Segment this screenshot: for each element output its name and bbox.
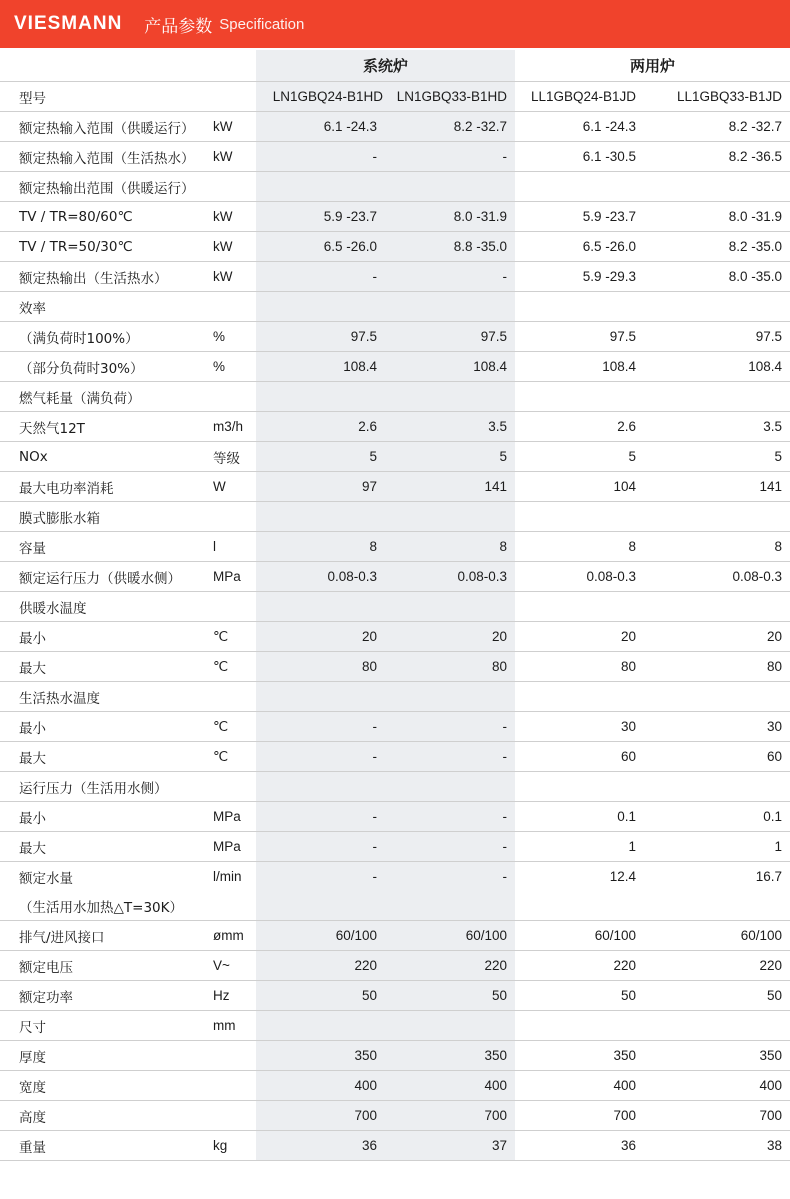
row-value-col4: 8.2 -32.7 (644, 112, 790, 142)
row-value-col3: 8 (515, 532, 644, 562)
row-value-col2: 141 (385, 472, 515, 502)
row-value-col2 (385, 292, 515, 322)
row-value-col3: 6.1 -30.5 (515, 142, 644, 172)
row-value-col4 (644, 772, 790, 802)
row-value-col2: - (385, 802, 515, 832)
table-row (0, 981, 790, 1011)
row-label: 燃气耗量（满负荷） (0, 382, 210, 412)
row-value-col3: 2.6 (515, 412, 644, 442)
row-value-col4 (644, 592, 790, 622)
table-row (0, 532, 790, 562)
spec-table (0, 50, 790, 1161)
row-value-col2: 220 (385, 951, 515, 981)
table-row (0, 951, 790, 981)
row-value-col1: - (256, 142, 385, 172)
row-label: 膜式膨胀水箱 (0, 502, 210, 532)
row-unit (210, 82, 256, 112)
row-value-col4: 8.0 -35.0 (644, 262, 790, 292)
row-value-col4: 141 (644, 472, 790, 502)
row-value-col2: - (385, 862, 515, 892)
row-unit (210, 772, 256, 802)
row-value-col4: 108.4 (644, 352, 790, 382)
row-value-col4: 5 (644, 442, 790, 472)
row-label: 额定热输出（生活热水） (0, 262, 210, 292)
row-unit: % (210, 352, 256, 382)
row-unit: mm (210, 1011, 256, 1041)
table-row (0, 592, 790, 622)
row-unit (210, 292, 256, 322)
row-value-col2: 700 (385, 1101, 515, 1131)
row-unit (210, 891, 256, 921)
row-value-col1: 50 (256, 981, 385, 1011)
row-value-col4 (644, 682, 790, 712)
row-label: 供暖水温度 (0, 592, 210, 622)
row-label: 型号 (0, 82, 210, 112)
row-unit: kg (210, 1131, 256, 1161)
row-value-col4 (644, 891, 790, 921)
row-unit: ℃ (210, 652, 256, 682)
row-value-col2: - (385, 142, 515, 172)
row-value-col3: 20 (515, 622, 644, 652)
row-value-col3: 60 (515, 742, 644, 772)
row-value-col2: 37 (385, 1131, 515, 1161)
row-label: TV / TR=80/60℃ (0, 202, 210, 232)
row-value-col1: - (256, 262, 385, 292)
row-value-col3 (515, 292, 644, 322)
row-unit (210, 1101, 256, 1131)
row-value-col4: 60 (644, 742, 790, 772)
row-value-col2: 3.5 (385, 412, 515, 442)
row-value-col2 (385, 682, 515, 712)
row-unit: ℃ (210, 622, 256, 652)
row-value-col2 (385, 382, 515, 412)
row-label: 最大电功率消耗 (0, 472, 210, 502)
row-value-col1 (256, 172, 385, 202)
header-blank (210, 50, 256, 82)
row-value-col1: LN1GBQ24-B1HD (256, 82, 385, 112)
table-row (0, 352, 790, 382)
row-value-col3: 0.1 (515, 802, 644, 832)
row-label: 效率 (0, 292, 210, 322)
row-value-col3: 97.5 (515, 322, 644, 352)
table-row (0, 232, 790, 262)
table-row (0, 802, 790, 832)
row-value-col1 (256, 502, 385, 532)
row-value-col4: 16.7 (755, 869, 783, 884)
row-label: 尺寸 (0, 1011, 210, 1041)
row-label: 排气/进风接口 (0, 921, 210, 951)
table-row (0, 682, 790, 712)
row-unit: W (210, 472, 256, 502)
row-unit: ℃ (210, 742, 256, 772)
row-value-col1 (256, 382, 385, 412)
row-unit (210, 1071, 256, 1101)
row-value-col2 (385, 891, 515, 921)
row-unit: ℃ (210, 712, 256, 742)
row-value-col1: 97 (256, 472, 385, 502)
row-label: 高度 (0, 1101, 210, 1131)
row-value-col2: - (385, 742, 515, 772)
row-value-col1: 5.9 -23.7 (256, 202, 385, 232)
table-row (0, 412, 790, 442)
row-value-col2 (385, 1011, 515, 1041)
row-value-col4: 38 (644, 1131, 790, 1161)
row-value-col1: 220 (256, 951, 385, 981)
row-unit (210, 1041, 256, 1071)
row-value-col3: LL1GBQ24-B1JD (515, 82, 644, 112)
row-value-col4 (644, 382, 790, 412)
row-value-col2: 80 (385, 652, 515, 682)
row-label: 运行压力（生活用水侧） (0, 772, 210, 802)
row-value-col4: 350 (644, 1041, 790, 1071)
row-value-col3: 80 (515, 652, 644, 682)
row-value-col3: 60/100 (515, 921, 644, 951)
row-value-col3: 700 (515, 1101, 644, 1131)
row-value-col1: 80 (256, 652, 385, 682)
table-row (0, 1101, 790, 1131)
row-unit: MPa (210, 562, 256, 592)
row-label: 额定运行压力（供暖水侧） (0, 562, 210, 592)
page-header (0, 0, 790, 48)
row-unit: MPa (210, 832, 256, 862)
table-row (0, 502, 790, 532)
row-value-col2: 8.2 -32.7 (385, 112, 515, 142)
row-value-col3: 108.4 (515, 352, 644, 382)
row-value-col4 (644, 172, 790, 202)
row-value-col3: 12.4 (609, 869, 637, 884)
row-value-col3: 5.9 -29.3 (515, 262, 644, 292)
row-label: 天然气12T (0, 412, 210, 442)
row-value-col3: 0.08-0.3 (515, 562, 644, 592)
table-row (0, 382, 790, 412)
row-value-col1 (256, 1011, 385, 1041)
row-label: 容量 (0, 532, 210, 562)
row-value-col2: 50 (385, 981, 515, 1011)
row-value-col4: 0.08-0.3 (644, 562, 790, 592)
row-value-col3 (515, 891, 644, 921)
row-unit (210, 172, 256, 202)
row-value-col3: 5.9 -23.7 (515, 202, 644, 232)
row-value-col2: 97.5 (385, 322, 515, 352)
row-unit: V~ (210, 951, 256, 981)
row-label: 重量 (0, 1131, 210, 1161)
row-unit: Hz (210, 981, 256, 1011)
row-value-col1: 6.1 -24.3 (256, 112, 385, 142)
row-unit: l/min (213, 869, 242, 884)
row-label: 厚度 (0, 1041, 210, 1071)
row-value-col1: 400 (256, 1071, 385, 1101)
row-value-col4: 1 (644, 832, 790, 862)
row-label: 额定热输出范围（供暖运行） (0, 172, 210, 202)
table-row (0, 1071, 790, 1101)
row-value-col2: 60/100 (385, 921, 515, 951)
row-label: 最大 (0, 652, 210, 682)
table-row (0, 322, 790, 352)
row-value-col2: - (385, 712, 515, 742)
table-row (0, 112, 790, 142)
row-value-col2: 400 (385, 1071, 515, 1101)
row-value-col4: 220 (644, 951, 790, 981)
row-label: 额定热输入范围（生活热水） (0, 142, 210, 172)
row-value-col4 (644, 292, 790, 322)
row-label: NOx (0, 442, 210, 472)
table-row (0, 1131, 790, 1161)
row-unit: kW (210, 142, 256, 172)
row-value-col4: 20 (644, 622, 790, 652)
row-unit (210, 502, 256, 532)
row-value-col3: 6.1 -24.3 (515, 112, 644, 142)
row-value-col1: 5 (256, 442, 385, 472)
row-value-col4: 60/100 (644, 921, 790, 951)
row-value-col4: LL1GBQ33-B1JD (644, 82, 790, 112)
row-value-col1: - (256, 832, 385, 862)
table-row (0, 202, 790, 232)
model-row (0, 82, 790, 112)
group-header-row (0, 50, 790, 82)
table-row (0, 1011, 790, 1041)
row-value-col1: 97.5 (256, 322, 385, 352)
row-value-col1: - (256, 862, 385, 892)
row-unit: kW (210, 202, 256, 232)
row-value-col4: 50 (644, 981, 790, 1011)
row-unit: kW (210, 112, 256, 142)
row-label: TV / TR=50/30℃ (0, 232, 210, 262)
table-row (0, 891, 790, 921)
row-value-col4: 0.1 (644, 802, 790, 832)
row-unit: 等级 (210, 442, 256, 472)
brand-logo: VIESMANN (14, 13, 123, 34)
row-value-col4 (644, 1011, 790, 1041)
row-value-col2 (385, 172, 515, 202)
row-value-col3: 104 (515, 472, 644, 502)
row-value-col1: 350 (256, 1041, 385, 1071)
row-label: 额定功率 (0, 981, 210, 1011)
row-value-col1: - (256, 802, 385, 832)
row-value-col2 (385, 772, 515, 802)
row-unit: m3/h (210, 412, 256, 442)
row-value-col4: 400 (644, 1071, 790, 1101)
row-label: 最大 (0, 742, 210, 772)
row-value-col3 (515, 382, 644, 412)
table-row (0, 442, 790, 472)
row-label: （满负荷时100%） (0, 322, 210, 352)
row-value-col1: 2.6 (256, 412, 385, 442)
row-unit: % (210, 322, 256, 352)
row-label: 额定热输入范围（供暖运行） (0, 112, 210, 142)
table-row (0, 292, 790, 322)
table-row (0, 472, 790, 502)
row-value-col2: 8 (385, 532, 515, 562)
row-value-col4: 97.5 (644, 322, 790, 352)
row-value-col4 (644, 502, 790, 532)
row-value-col4: 8.2 -35.0 (644, 232, 790, 262)
row-value-col1 (256, 682, 385, 712)
table-row (0, 832, 790, 862)
row-label: 最小 (0, 802, 210, 832)
row-value-col2: 0.08-0.3 (385, 562, 515, 592)
group-system-boiler: 系统炉 (256, 50, 515, 82)
group-dual-boiler: 两用炉 (515, 50, 790, 82)
table-row (0, 772, 790, 802)
row-value-col1: 6.5 -26.0 (256, 232, 385, 262)
row-value-col2: 20 (385, 622, 515, 652)
table-row (0, 262, 790, 292)
row-value-col2 (385, 592, 515, 622)
row-label: 最小 (0, 712, 210, 742)
row-label: 最大 (0, 832, 210, 862)
row-value-col3: 30 (515, 712, 644, 742)
table-row (0, 142, 790, 172)
row-value-col2: LN1GBQ33-B1HD (385, 82, 515, 112)
row-value-col3 (515, 1011, 644, 1041)
row-value-col1: - (256, 742, 385, 772)
row-label: （部分负荷时30%） (0, 352, 210, 382)
row-label: 生活热水温度 (0, 682, 210, 712)
table-row (0, 862, 790, 892)
row-value-col2: 5 (385, 442, 515, 472)
row-value-col4: 8.2 -36.5 (644, 142, 790, 172)
row-value-col3 (515, 172, 644, 202)
row-unit (210, 382, 256, 412)
row-value-col2: - (385, 832, 515, 862)
page-subtitle: Specification (219, 15, 305, 33)
row-value-col3: 5 (515, 442, 644, 472)
page-title: 产品参数 (144, 16, 213, 37)
row-value-col3: 36 (515, 1131, 644, 1161)
row-value-col2: 108.4 (385, 352, 515, 382)
row-value-col4: 3.5 (644, 412, 790, 442)
row-value-col3 (515, 592, 644, 622)
row-value-col2: 8.0 -31.9 (385, 202, 515, 232)
table-row (0, 712, 790, 742)
row-value-col1 (256, 772, 385, 802)
row-value-col4: 80 (644, 652, 790, 682)
row-value-col1: 20 (256, 622, 385, 652)
row-value-col1 (256, 292, 385, 322)
row-unit: MPa (210, 802, 256, 832)
row-label: （生活用水加热△T=30K） (0, 891, 210, 921)
row-value-col1: - (256, 712, 385, 742)
header-blank (0, 50, 210, 82)
row-label: 额定电压 (0, 951, 210, 981)
row-value-col4: 30 (644, 712, 790, 742)
table-row (0, 622, 790, 652)
table-row (0, 742, 790, 772)
table-row (0, 172, 790, 202)
row-value-col3: 220 (515, 951, 644, 981)
row-value-col1: 60/100 (256, 921, 385, 951)
row-unit (210, 592, 256, 622)
row-value-col4: 8.0 -31.9 (644, 202, 790, 232)
row-value-col1: 8 (256, 532, 385, 562)
row-unit: kW (210, 262, 256, 292)
row-unit: kW (210, 232, 256, 262)
row-value-col3 (515, 502, 644, 532)
row-value-col2: 350 (385, 1041, 515, 1071)
table-row (0, 921, 790, 951)
table-row (0, 1041, 790, 1071)
row-label: 额定水量 (19, 870, 73, 887)
table-row (0, 562, 790, 592)
row-value-col3: 400 (515, 1071, 644, 1101)
row-value-col4: 700 (644, 1101, 790, 1131)
row-value-col3: 1 (515, 832, 644, 862)
row-value-col3 (515, 772, 644, 802)
row-label: 最小 (0, 622, 210, 652)
row-value-col3 (515, 682, 644, 712)
row-value-col2 (385, 502, 515, 532)
row-value-col3: 350 (515, 1041, 644, 1071)
row-unit (210, 682, 256, 712)
row-value-col1: 108.4 (256, 352, 385, 382)
row-value-col1: 700 (256, 1101, 385, 1131)
row-value-col4: 8 (644, 532, 790, 562)
row-unit: ømm (210, 921, 256, 951)
row-unit: l (210, 532, 256, 562)
row-value-col3: 50 (515, 981, 644, 1011)
row-value-col1 (256, 592, 385, 622)
row-value-col1: 36 (256, 1131, 385, 1161)
row-value-col1 (256, 891, 385, 921)
row-value-col1: 0.08-0.3 (256, 562, 385, 592)
row-value-col2: 8.8 -35.0 (385, 232, 515, 262)
table-row (0, 652, 790, 682)
row-value-col2: - (385, 262, 515, 292)
row-value-col3: 6.5 -26.0 (515, 232, 644, 262)
row-label: 宽度 (0, 1071, 210, 1101)
